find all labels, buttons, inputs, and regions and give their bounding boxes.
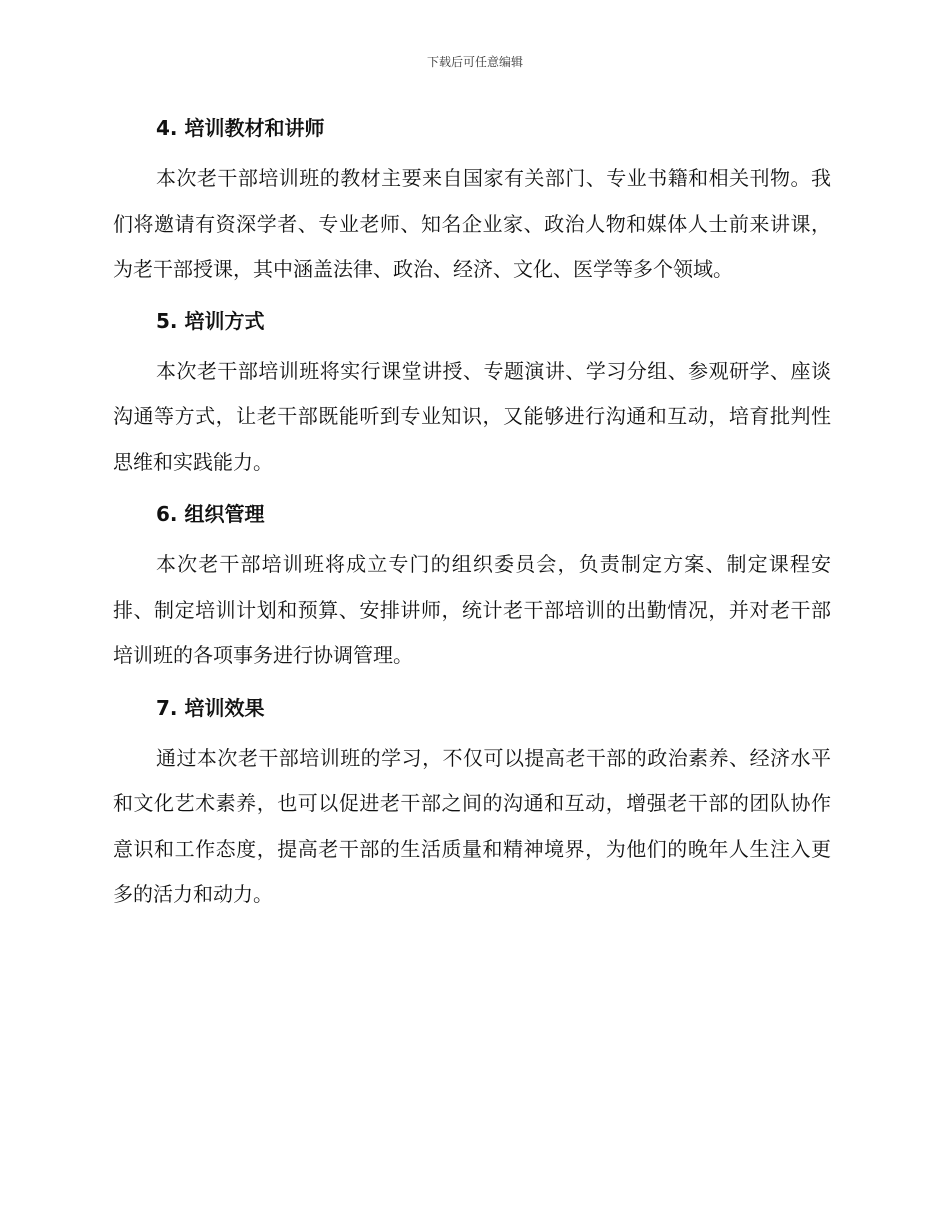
document-content: [113, 112, 831, 918]
section-training-methods: [113, 305, 831, 486]
section-training-outcomes: [113, 692, 831, 918]
section-paragraph: 通过本次老干部培训班的学习，不仅可以提高老干部的政治素养、经济水平和文化艺术素养，也可以促进老干部之间的沟通和互动，增强老干部的团队协作意识和工作态度，提高老干部的生活质量和精神境界，为他们的晚年人生注入更多的活力和动力。: [113, 745, 831, 906]
page-header-note: 下载后可任意编辑: [426, 55, 523, 69]
section-paragraph: 本次老干部培训班的教材主要来自国家有关部门、专业书籍和相关刊物。我们将邀请有资深学者、专业老师、知名企业家、政治人物和媒体人士前来讲课，为老干部授课，其中涵盖法律、政治、经济、文化、医学等多个领域。: [113, 166, 831, 281]
section-paragraph: 本次老干部培训班将实行课堂讲授、专题演讲、学习分组、参观研学、座谈沟通等方式，让老干部既能听到专业知识，又能够进行沟通和互动，培育批判性思维和实践能力。: [113, 358, 831, 474]
section-organization-management: [113, 498, 831, 679]
section-training-materials: [113, 112, 831, 293]
section-heading: 7. 培训效果: [156, 695, 265, 720]
section-heading: 6. 组织管理: [156, 502, 265, 526]
section-paragraph: 本次老干部培训班将成立专门的组织委员会，负责制定方案、制定课程安排、制定培训计划和预算、安排讲师，统计老干部培训的出勤情况，并对老干部培训班的各项事务进行协调管理。: [113, 552, 831, 667]
section-heading: 4. 培训教材和讲师: [156, 116, 325, 140]
section-heading: 5. 培训方式: [156, 308, 265, 333]
